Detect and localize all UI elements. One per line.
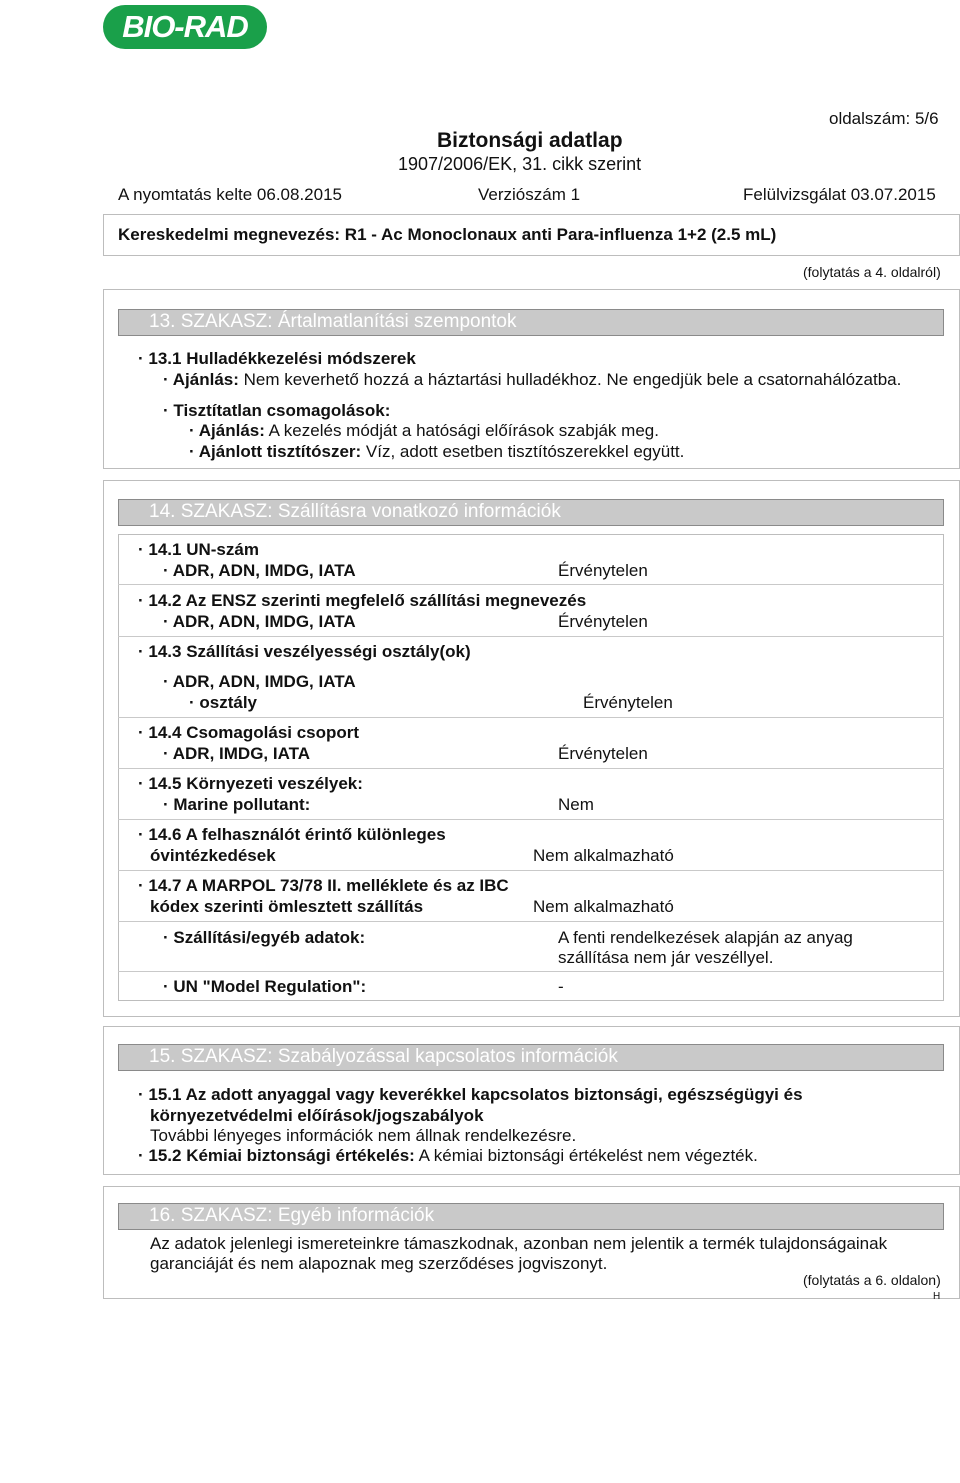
row-divider — [118, 971, 944, 972]
packing-group-modes: · ADR, IMDG, IATA — [163, 744, 310, 763]
row-divider — [118, 636, 944, 637]
chemical-safety-text: A kémiai biztonsági értékelést nem végezték. — [414, 1146, 758, 1165]
transport-other-label: · Szállítási/egyéb adatok: — [163, 928, 366, 947]
row-divider — [118, 921, 944, 922]
hazard-class-modes: · ADR, ADN, IMDG, IATA — [163, 672, 356, 691]
version-number: Verziószám 1 — [478, 185, 581, 204]
special-precautions-heading-cont: óvintézkedések — [150, 846, 276, 865]
regulations-heading: · 15.1 Az adott anyaggal vagy keverékkel kapcsolatos biztonsági, egészségügyi és — [138, 1085, 803, 1104]
language-code: H — [933, 1291, 941, 1302]
special-precautions-value: Nem alkalmazható — [533, 846, 674, 865]
section-15-title: 15. SZAKASZ: Szabályozással kapcsolatos információk — [118, 1044, 944, 1071]
section-13-title: 13. SZAKASZ: Ártalmatlanítási szempontok — [118, 309, 944, 336]
shipping-name-heading: · 14.2 Az ENSZ szerinti megfelelő szállítási megnevezés — [138, 591, 587, 610]
un-number-value: Érvénytelen — [558, 561, 648, 580]
row-divider — [118, 870, 944, 871]
cleaning-agent-line — [189, 442, 684, 462]
row-divider — [118, 584, 944, 585]
un-number-heading: · 14.1 UN-szám — [138, 540, 259, 559]
marpol-value: Nem alkalmazható — [533, 897, 674, 916]
continued-to-note: (folytatás a 6. oldalon) — [803, 1272, 941, 1288]
regulations-text: További lényeges információk nem állnak rendelkezésre. — [150, 1126, 577, 1145]
bio-rad-logo — [103, 5, 267, 49]
row-divider — [118, 717, 944, 718]
marine-pollutant-value: Nem — [558, 795, 594, 814]
section-14-title: 14. SZAKASZ: Szállításra vonatkozó információk — [118, 499, 944, 526]
packaging-recommendation-text: A kezelés módját a hatósági előírások szabják meg. — [264, 421, 659, 440]
model-regulation-value: - — [558, 977, 564, 996]
special-precautions-heading: · 14.6 A felhasználót érintő különleges — [138, 825, 446, 844]
other-info-text-line1: Az adatok jelenlegi ismereteinkre támaszkodnak, azonban nem jelentik a termék tulajdonságainak — [150, 1234, 888, 1253]
packing-group-heading: · 14.4 Csomagolási csoport — [138, 723, 360, 742]
recommendation-label: · Ajánlás: — [163, 370, 239, 389]
un-number-modes: · ADR, ADN, IMDG, IATA — [163, 561, 356, 580]
waste-methods-heading: · 13.1 Hulladékkezelési módszerek — [138, 349, 416, 368]
cleaning-agent-label: · Ajánlott tisztítószer: — [189, 442, 362, 461]
marine-pollutant-label: · Marine pollutant: — [163, 795, 311, 814]
row-divider — [118, 819, 944, 820]
regulations-heading-cont: környezetvédelmi előírások/jogszabályok — [150, 1106, 484, 1125]
hazard-class-label: · osztály — [189, 693, 258, 712]
shipping-name-modes: · ADR, ADN, IMDG, IATA — [163, 612, 356, 631]
continued-from-note: (folytatás a 4. oldalról) — [803, 264, 941, 280]
packing-group-value: Érvénytelen — [558, 744, 648, 763]
packaging-recommendation-line — [189, 421, 659, 441]
hazard-class-value: Érvénytelen — [583, 693, 673, 712]
cleaning-agent-text: Víz, adott esetben tisztítószerekkel együtt. — [361, 442, 685, 461]
chemical-safety-label: · 15.2 Kémiai biztonsági értékelés: — [138, 1146, 415, 1165]
chemical-safety-line — [138, 1146, 758, 1166]
recommendation-line — [163, 370, 901, 390]
document-title: Biztonsági adatlap — [437, 129, 623, 152]
environmental-hazards-heading: · 14.5 Környezeti veszélyek: — [138, 774, 363, 793]
recommendation-text: Nem keverhető hozzá a háztartási hulladékhoz. Ne engedjük bele a csatornahálózatba. — [238, 370, 902, 389]
section-16-title: 16. SZAKASZ: Egyéb információk — [118, 1203, 944, 1230]
regulation-reference: 1907/2006/EK, 31. cikk szerint — [398, 154, 642, 174]
marpol-heading-cont: kódex szerinti ömlesztett szállítás — [150, 897, 424, 916]
other-info-text-line2: garanciáját és nem alapoznak meg szerződéses jogviszonyt. — [150, 1254, 608, 1273]
page-number: oldalszám: 5/6 — [829, 109, 939, 128]
marpol-heading: · 14.7 A MARPOL 73/78 II. melléklete és az IBC — [138, 876, 509, 895]
shipping-name-value: Érvénytelen — [558, 612, 648, 631]
transport-other-value-line2: szállítása nem jár veszéllyel. — [558, 948, 774, 967]
hazard-class-heading: · 14.3 Szállítási veszélyességi osztály(ok) — [138, 642, 471, 661]
row-divider — [118, 768, 944, 769]
unclean-packaging-heading: · Tisztítatlan csomagolások: — [163, 401, 391, 420]
print-date: A nyomtatás kelte 06.08.2015 — [118, 185, 342, 204]
packaging-recommendation-label: · Ajánlás: — [189, 421, 265, 440]
logo-text: BIO-RAD — [122, 9, 248, 44]
model-regulation-label: · UN "Model Regulation": — [163, 977, 367, 996]
transport-other-value-line1: A fenti rendelkezések alapján az anyag — [558, 928, 853, 947]
trade-name: Kereskedelmi megnevezés: R1 - Ac Monoclonaux anti Para-influenza 1+2 (2.5 mL) — [118, 225, 777, 244]
revision-date: Felülvizsgálat 03.07.2015 — [743, 185, 936, 204]
